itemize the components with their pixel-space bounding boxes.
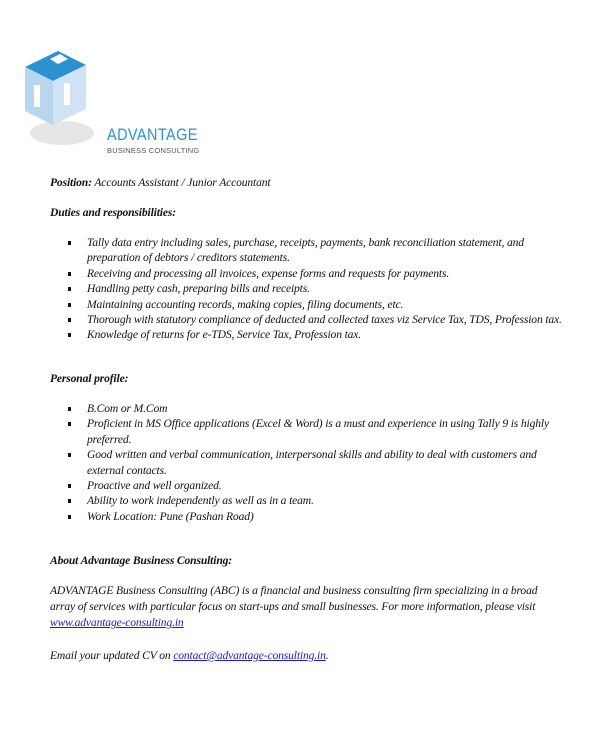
list-item-text: Handling petty cash, preparing bills and receipts. — [87, 282, 310, 296]
list-item — [68, 281, 568, 296]
list-item — [68, 312, 568, 327]
list-item-text: Tally data entry including sales, purchase, receipts, payments, bank reconciliation statement, and preparation of debtors / creditors statements. — [87, 236, 524, 265]
bullet-icon — [68, 287, 71, 291]
list-item-text: Receiving and processing all invoices, expense forms and requests for payments. — [87, 266, 450, 280]
list-item — [68, 493, 558, 508]
website-link[interactable]: www.advantage-consulting.in — [50, 616, 184, 629]
email-end: . — [325, 649, 329, 662]
brand-subtitle: BUSINESS CONSULTING — [107, 146, 200, 155]
list-item — [68, 416, 558, 447]
duties-heading: Duties and responsibilities: — [50, 206, 176, 219]
bullet-icon — [68, 515, 71, 519]
bullet-icon — [68, 484, 71, 488]
about-paragraph — [50, 583, 555, 631]
list-item-text: Knowledge of returns for e-TDS, Service Tax, Profession tax. — [87, 328, 362, 342]
brand-name: ADVANTAGE — [107, 125, 198, 144]
bullet-icon — [68, 333, 71, 337]
profile-list — [68, 401, 558, 524]
bullet-icon — [68, 453, 71, 457]
bullet-icon — [68, 241, 71, 245]
duties-list — [68, 235, 568, 343]
list-item — [68, 297, 568, 312]
list-item-text: Thorough with statutory compliance of deducted and collected taxes viz Service Tax, TDS, Profession tax. — [87, 313, 562, 327]
bullet-icon — [68, 318, 71, 322]
list-item — [68, 266, 568, 281]
bullet-icon — [68, 499, 71, 503]
list-item-text: B.Com or M.Com — [87, 402, 168, 415]
list-item-text: Proficient in MS Office applications (Excel & Word) is a must and experience in using Tally 9 is highly preferred. — [87, 417, 549, 446]
position-line — [50, 175, 271, 191]
bullet-icon — [68, 272, 71, 276]
position-label: Position: — [50, 176, 92, 189]
cube-logo-icon — [20, 45, 110, 155]
bullet-icon — [68, 422, 71, 426]
list-item-text: Maintaining accounting records, making copies, filing documents, etc. — [87, 297, 404, 311]
email-link[interactable]: contact@advantage-consulting.in — [173, 649, 326, 662]
list-item — [68, 327, 568, 342]
bullet-icon — [68, 407, 71, 411]
list-item-text: Ability to work independently as well as in a team. — [87, 494, 314, 508]
list-item-text: Work Location: Pune (Pashan Road) — [87, 509, 254, 523]
list-item — [68, 401, 558, 416]
about-heading: About Advantage Business Consulting: — [50, 554, 232, 567]
list-item — [68, 478, 558, 493]
list-item-text: Good written and verbal communication, interpersonal skills and ability to deal with customers and external contacts. — [87, 448, 537, 477]
profile-heading: Personal profile: — [50, 372, 129, 385]
bullet-icon — [68, 303, 71, 307]
about-text: ADVANTAGE Business Consulting (ABC) is a financial and business consulting firm specializing in a broad array of services with particular focus on start-ups and small businesses. For more information, please visit — [50, 584, 538, 613]
list-item — [68, 235, 568, 266]
position-value: Accounts Assistant / Junior Accountant — [94, 176, 271, 189]
company-logo — [20, 45, 200, 155]
list-item — [68, 447, 558, 478]
list-item — [68, 509, 558, 524]
email-text: Email your updated CV on — [50, 649, 174, 662]
email-line — [50, 648, 329, 664]
list-item-text: Proactive and well organized. — [87, 479, 222, 493]
